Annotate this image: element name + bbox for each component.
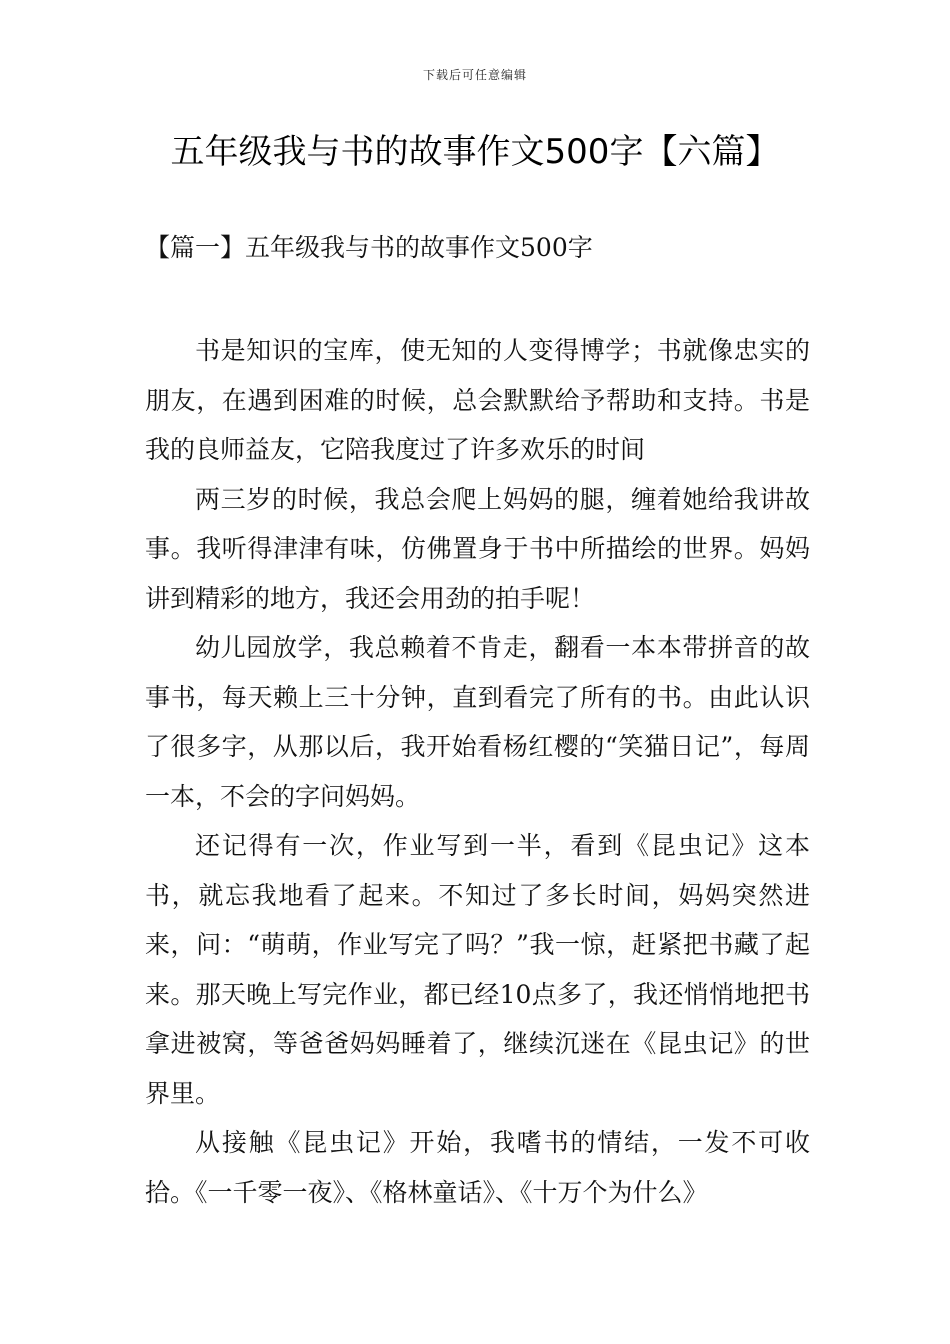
paragraph: 还记得有一次，作业写到一半，看到《昆虫记》这本书，就忘我地看了起来。不知过了多长时间，妈妈突然进来，问：“萌萌，作业写完了吗？”我一惊，赶紧把书藏了起来。那天晚上写完作业，都已经10点多了，我还悄悄地把书拿进被窝，等爸爸妈妈睡着了，继续沉迷在《昆虫记》的世界里。 bbox=[145, 831, 810, 1108]
paragraph: 两三岁的时候，我总会爬上妈妈的腿，缠着她给我讲故事。我听得津津有味，仿佛置身于书中所描绘的世界。妈妈讲到精彩的地方，我还会用劲的拍手呢！ bbox=[145, 484, 810, 613]
essay-body bbox=[145, 326, 810, 1217]
paragraph: 从接触《昆虫记》开始，我嗜书的情结，一发不可收拾。《一千零一夜》、《格林童话》、《十万个为什么》 bbox=[145, 1128, 810, 1207]
paragraph: 书是知识的宝库，使无知的人变得博学；书就像忠实的朋友，在遇到困难的时候，总会默默给予帮助和支持。书是我的良师益友，它陪我度过了许多欢乐的时间 bbox=[145, 336, 810, 464]
header-note: 下载后可任意编辑 bbox=[422, 68, 527, 82]
paragraph: 幼儿园放学，我总赖着不肯走，翻看一本本带拼音的故事书，每天赖上三十分钟，直到看完了所有的书。由此认识了很多字，从那以后，我开始看杨红樱的“笑猫日记”，每周一本，不会的字问妈妈。 bbox=[145, 633, 810, 811]
section-heading: 【篇一】五年级我与书的故事作文500字 bbox=[145, 233, 593, 262]
document-title: 五年级我与书的故事作文500字【六篇】 bbox=[170, 132, 780, 172]
